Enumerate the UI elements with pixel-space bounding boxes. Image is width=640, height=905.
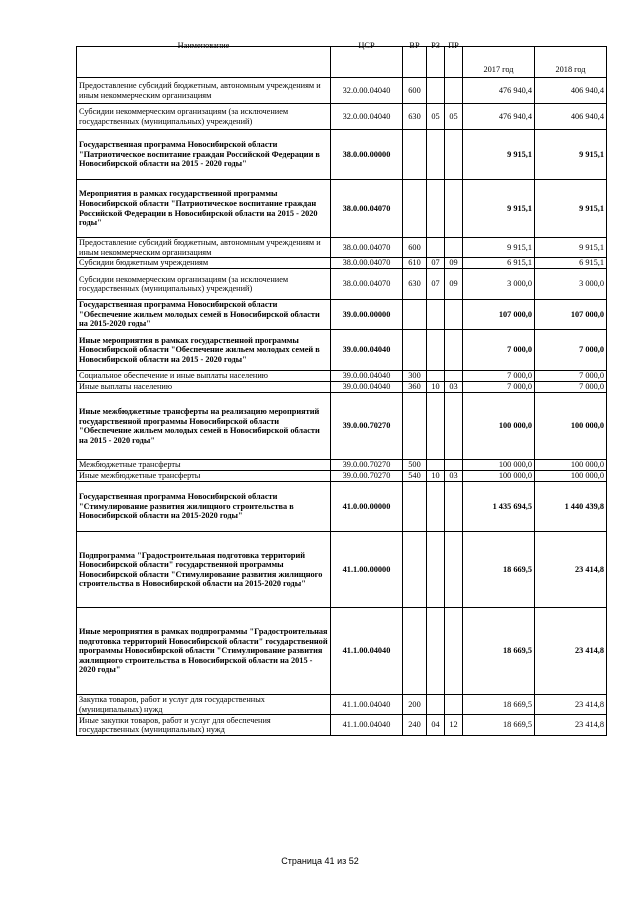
cell-vr: 600 — [403, 238, 427, 258]
cell-name: Предоставление субсидий бюджетным, автономным учреждениям и иным некоммерческим организациям — [77, 238, 331, 258]
cell-rz — [427, 695, 445, 715]
cell-vr: 240 — [403, 715, 427, 736]
cell-name: Иные мероприятия в рамках подпрограммы "Градостроительная подготовка территорий Новосибирской области" государственной программы Новосибирской области "Стимулирование развития жилищного строительства в Новосибирской области на 2015 - 2020 годы" — [77, 608, 331, 695]
table-header-row — [77, 47, 607, 78]
cell-2018: 406 940,4 — [535, 78, 607, 104]
table-row — [77, 104, 607, 130]
cell-pr — [445, 330, 463, 371]
cell-name: Иные закупки товаров, работ и услуг для обеспечения государственных (муниципальных) нужд — [77, 715, 331, 736]
table-row — [77, 78, 607, 104]
header-year-2018: 2018 год — [535, 47, 607, 78]
cell-rz — [427, 330, 445, 371]
header-vr: ВР — [403, 47, 427, 78]
cell-rz — [427, 78, 445, 104]
cell-rz — [427, 180, 445, 238]
cell-code: 32.0.00.04040 — [331, 104, 403, 130]
cell-code: 39.0.00.70270 — [331, 471, 403, 482]
cell-code: 39.0.00.70270 — [331, 393, 403, 460]
cell-code: 41.1.00.00000 — [331, 532, 403, 608]
cell-code: 38.0.00.00000 — [331, 130, 403, 180]
cell-2018: 7 000,0 — [535, 382, 607, 393]
table-row — [77, 269, 607, 300]
cell-2018: 100 000,0 — [535, 471, 607, 482]
cell-name: Предоставление субсидий бюджетным, автономным учреждениям и иным некоммерческим организациям — [77, 78, 331, 104]
cell-2017: 100 000,0 — [463, 471, 535, 482]
cell-rz: 05 — [427, 104, 445, 130]
cell-code: 39.0.00.04040 — [331, 382, 403, 393]
cell-rz — [427, 532, 445, 608]
cell-2017: 100 000,0 — [463, 393, 535, 460]
cell-pr — [445, 695, 463, 715]
cell-pr: 09 — [445, 269, 463, 300]
cell-pr — [445, 608, 463, 695]
cell-code: 41.0.00.00000 — [331, 482, 403, 532]
cell-pr — [445, 532, 463, 608]
cell-2017: 6 915,1 — [463, 258, 535, 269]
table-row — [77, 482, 607, 532]
header-code: ЦСР — [331, 47, 403, 78]
header-rz: РЗ — [427, 47, 445, 78]
cell-name: Закупка товаров, работ и услуг для государственных (муниципальных) нужд — [77, 695, 331, 715]
cell-2018: 1 440 439,8 — [535, 482, 607, 532]
cell-name: Подпрограмма "Градостроительная подготовка территорий Новосибирской области" государственной программы Новосибирской области "Стимулирование развития жилищного строительства в Новосибирской области на 2015-2020 годы" — [77, 532, 331, 608]
cell-rz — [427, 608, 445, 695]
cell-code: 39.0.00.70270 — [331, 460, 403, 471]
table-row — [77, 371, 607, 382]
cell-name: Иные выплаты населению — [77, 382, 331, 393]
table-row — [77, 382, 607, 393]
cell-name: Межбюджетные трансферты — [77, 460, 331, 471]
cell-vr: 540 — [403, 471, 427, 482]
cell-pr — [445, 393, 463, 460]
cell-rz: 07 — [427, 269, 445, 300]
cell-2018: 7 000,0 — [535, 330, 607, 371]
cell-2017: 7 000,0 — [463, 371, 535, 382]
cell-2018: 9 915,1 — [535, 180, 607, 238]
cell-2018: 23 414,8 — [535, 608, 607, 695]
cell-2018: 23 414,8 — [535, 715, 607, 736]
cell-pr: 05 — [445, 104, 463, 130]
page-number: Страница 41 из 52 — [281, 856, 359, 866]
cell-vr — [403, 300, 427, 330]
cell-vr — [403, 180, 427, 238]
cell-2018: 23 414,8 — [535, 532, 607, 608]
cell-pr — [445, 238, 463, 258]
cell-vr: 360 — [403, 382, 427, 393]
cell-name: Государственная программа Новосибирской области "Патриотическое воспитание граждан Российской Федерации в Новосибирской области на 2015 - 2020 годы" — [77, 130, 331, 180]
cell-vr: 630 — [403, 269, 427, 300]
cell-2017: 18 669,5 — [463, 532, 535, 608]
cell-rz: 07 — [427, 258, 445, 269]
cell-code: 41.1.00.04040 — [331, 695, 403, 715]
cell-vr — [403, 482, 427, 532]
cell-code: 38.0.00.04070 — [331, 269, 403, 300]
cell-2017: 7 000,0 — [463, 330, 535, 371]
cell-rz — [427, 238, 445, 258]
cell-name: Государственная программа Новосибирской области "Стимулирование развития жилищного строительства в Новосибирской области на 2015-2020 годы" — [77, 482, 331, 532]
cell-2017: 107 000,0 — [463, 300, 535, 330]
cell-pr — [445, 300, 463, 330]
cell-vr: 600 — [403, 78, 427, 104]
cell-code: 32.0.00.04040 — [331, 78, 403, 104]
cell-2018: 7 000,0 — [535, 371, 607, 382]
cell-pr — [445, 78, 463, 104]
cell-2018: 23 414,8 — [535, 695, 607, 715]
table-row — [77, 460, 607, 471]
cell-rz: 04 — [427, 715, 445, 736]
cell-2017: 9 915,1 — [463, 130, 535, 180]
cell-name: Субсидии бюджетным учреждениям — [77, 258, 331, 269]
cell-name: Иные мероприятия в рамках государственной программы Новосибирской области "Обеспечение жильем молодых семей в Новосибирской области на 2015 - 2020 годы" — [77, 330, 331, 371]
cell-2017: 18 669,5 — [463, 695, 535, 715]
cell-rz: 10 — [427, 471, 445, 482]
cell-code: 38.0.00.04070 — [331, 258, 403, 269]
cell-2017: 1 435 694,5 — [463, 482, 535, 532]
cell-vr — [403, 532, 427, 608]
cell-vr — [403, 393, 427, 460]
table-row — [77, 695, 607, 715]
cell-pr — [445, 482, 463, 532]
header-year-2017: 2017 год — [463, 47, 535, 78]
cell-2017: 476 940,4 — [463, 78, 535, 104]
cell-name: Субсидии некоммерческим организациям (за исключением государственных (муниципальных) учреждений) — [77, 104, 331, 130]
cell-vr: 300 — [403, 371, 427, 382]
table-row — [77, 258, 607, 269]
cell-2017: 476 940,4 — [463, 104, 535, 130]
cell-pr: 03 — [445, 471, 463, 482]
cell-name: Мероприятия в рамках государственной программы Новосибирской области "Патриотическое воспитание граждан Российской Федерации в Новосибирской области на 2015 - 2020 годы" — [77, 180, 331, 238]
cell-rz — [427, 482, 445, 532]
cell-2017: 9 915,1 — [463, 238, 535, 258]
cell-name: Социальное обеспечение и иные выплаты населению — [77, 371, 331, 382]
cell-pr: 09 — [445, 258, 463, 269]
cell-2017: 18 669,5 — [463, 715, 535, 736]
table-row — [77, 715, 607, 736]
cell-2017: 9 915,1 — [463, 180, 535, 238]
cell-pr — [445, 371, 463, 382]
cell-vr: 500 — [403, 460, 427, 471]
cell-2018: 406 940,4 — [535, 104, 607, 130]
cell-vr: 630 — [403, 104, 427, 130]
header-pr: ПР — [445, 47, 463, 78]
cell-2018: 9 915,1 — [535, 130, 607, 180]
table-row — [77, 238, 607, 258]
cell-code: 41.1.00.04040 — [331, 608, 403, 695]
cell-vr — [403, 330, 427, 371]
table-row — [77, 300, 607, 330]
table-row — [77, 130, 607, 180]
cell-2018: 107 000,0 — [535, 300, 607, 330]
cell-vr — [403, 130, 427, 180]
cell-rz — [427, 393, 445, 460]
table-row — [77, 532, 607, 608]
cell-name: Субсидии некоммерческим организациям (за исключением государственных (муниципальных) учреждений) — [77, 269, 331, 300]
cell-2017: 7 000,0 — [463, 382, 535, 393]
cell-pr: 03 — [445, 382, 463, 393]
cell-name: Государственная программа Новосибирской области "Обеспечение жильем молодых семей в Новосибирской области на 2015-2020 годы" — [77, 300, 331, 330]
cell-pr: 12 — [445, 715, 463, 736]
cell-2017: 3 000,0 — [463, 269, 535, 300]
cell-code: 39.0.00.00000 — [331, 300, 403, 330]
table-row — [77, 471, 607, 482]
cell-2018: 100 000,0 — [535, 393, 607, 460]
table-row — [77, 330, 607, 371]
cell-code: 41.1.00.04040 — [331, 715, 403, 736]
cell-rz — [427, 371, 445, 382]
table-row — [77, 608, 607, 695]
cell-code: 38.0.00.04070 — [331, 180, 403, 238]
cell-rz: 10 — [427, 382, 445, 393]
budget-table — [76, 41, 607, 736]
header-name: Наименование — [77, 47, 331, 78]
cell-code: 39.0.00.04040 — [331, 371, 403, 382]
cell-pr — [445, 460, 463, 471]
cell-code: 38.0.00.04070 — [331, 238, 403, 258]
cell-name: Иные межбюджетные трансферты — [77, 471, 331, 482]
table-row — [77, 393, 607, 460]
cell-vr: 200 — [403, 695, 427, 715]
cell-2017: 18 669,5 — [463, 608, 535, 695]
cell-vr — [403, 608, 427, 695]
cell-name: Иные межбюджетные трансферты на реализацию мероприятий государственной программы Новосибирской области "Обеспечение жильем молодых семей в Новосибирской области на 2015 - 2020 годы" — [77, 393, 331, 460]
cell-rz — [427, 460, 445, 471]
cell-pr — [445, 130, 463, 180]
cell-rz — [427, 300, 445, 330]
cell-2018: 9 915,1 — [535, 238, 607, 258]
table-row — [77, 180, 607, 238]
cell-rz — [427, 130, 445, 180]
cell-2018: 3 000,0 — [535, 269, 607, 300]
cell-2017: 100 000,0 — [463, 460, 535, 471]
cell-pr — [445, 180, 463, 238]
cell-code: 39.0.00.04040 — [331, 330, 403, 371]
cell-2018: 100 000,0 — [535, 460, 607, 471]
cell-vr: 610 — [403, 258, 427, 269]
cell-2018: 6 915,1 — [535, 258, 607, 269]
